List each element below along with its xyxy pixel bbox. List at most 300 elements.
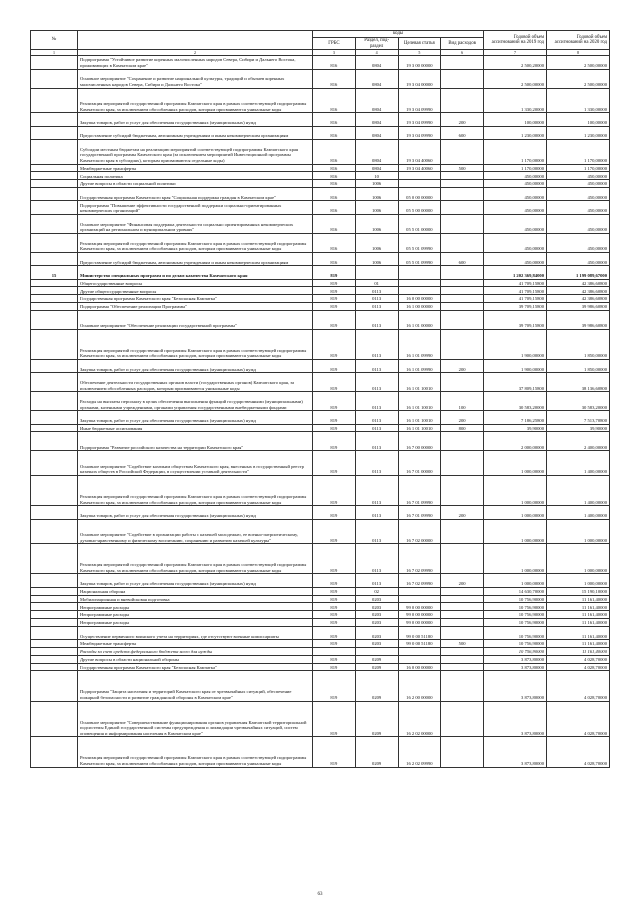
- row-vr: [441, 544, 484, 574]
- row-amount-2019: 2 500,20000: [484, 56, 547, 69]
- row-amount-2019: 1 900,00000: [484, 359, 547, 372]
- budget-page: [30, 30, 610, 768]
- row-cs: 05 0 00 00000: [398, 187, 441, 200]
- row-number: [31, 737, 78, 767]
- row-vr: [441, 139, 484, 164]
- row-vr: [441, 595, 484, 603]
- row-grbs: 819: [313, 476, 356, 506]
- row-amount-2019: 10 756,90000: [484, 603, 547, 611]
- row-number: [31, 626, 78, 639]
- row-number: [31, 519, 78, 544]
- row-cs: 05 5 01 09990: [398, 233, 441, 252]
- row-name: Подпрограмма "Обеспечение реализации Программы": [78, 302, 313, 310]
- row-grbs: 819: [313, 519, 356, 544]
- row-number: [31, 252, 78, 265]
- table-row: [31, 69, 610, 88]
- row-number: [31, 164, 78, 172]
- row-cs: 16 1 01 10010: [398, 392, 441, 411]
- row-vr: 800: [441, 424, 484, 432]
- row-amount-2020: 1 400,00000: [547, 506, 610, 519]
- row-number: [31, 233, 78, 252]
- row-amount-2019: 37 809,15800: [484, 373, 547, 392]
- row-amount-2019: 2 500,00000: [484, 69, 547, 88]
- row-number: [31, 172, 78, 180]
- table-row: [31, 603, 610, 611]
- row-amount-2019: 450,00000: [484, 233, 547, 252]
- page-number: 63: [317, 892, 323, 897]
- row-razdel: 0113: [355, 424, 398, 432]
- row-name: Предоставление субсидий бюджетным, автономным учреждениям и иным некоммерческим организациям: [78, 126, 313, 139]
- row-amount-2020: 1 850,00000: [547, 359, 610, 372]
- row-name: Предоставление субсидий бюджетным, автономным учреждениям и иным некоммерческим организациям: [78, 252, 313, 265]
- row-vr: [441, 432, 484, 451]
- table-row: [31, 519, 610, 544]
- column-index-cell: 6: [441, 50, 484, 56]
- row-amount-2020: 450,00000: [547, 201, 610, 214]
- row-amount-2020: 4 028,70000: [547, 701, 610, 737]
- row-razdel: 0113: [355, 544, 398, 574]
- row-number: [31, 451, 78, 476]
- row-number: [31, 574, 78, 587]
- row-amount-2020: 11 161,40000: [547, 640, 610, 648]
- row-amount-2019: 1 330,20000: [484, 88, 547, 113]
- row-razdel: 0203: [355, 595, 398, 603]
- row-vr: [441, 287, 484, 295]
- row-amount-2020: 11 161,40000: [547, 603, 610, 611]
- table-row: [31, 180, 610, 188]
- row-name: Закупка товаров, работ и услуг для обеспечения государственных (муниципальных) нужд: [78, 574, 313, 587]
- column-index-cell: 8: [547, 50, 610, 56]
- table-row: [31, 618, 610, 626]
- row-amount-2019: 3 873,80000: [484, 737, 547, 767]
- col-header-codes: коды: [313, 31, 484, 38]
- row-razdel: 0209: [355, 701, 398, 737]
- row-amount-2019: 450,00000: [484, 180, 547, 188]
- row-cs: 19 3 04 40060: [398, 139, 441, 164]
- row-vr: [441, 329, 484, 359]
- row-vr: [441, 671, 484, 701]
- row-name: Реализация мероприятий государственной программы Камчатского края в рамках соответствующей подпрограммы Камчатского края, за исключением обособленных расходов, которым присваиваются уникальные коды: [78, 233, 313, 252]
- row-cs: 16 2 02 00000: [398, 701, 441, 737]
- row-amount-2020: 11 161,40000: [547, 618, 610, 626]
- row-amount-2020: 1 330,00000: [547, 88, 610, 113]
- row-number: [31, 295, 78, 303]
- row-amount-2019: 14 630,70000: [484, 587, 547, 595]
- table-row: [31, 329, 610, 359]
- row-grbs: 819: [313, 618, 356, 626]
- row-grbs: 819: [313, 737, 356, 767]
- col-header-cs: Целевая статья: [398, 38, 441, 50]
- row-vr: 500: [441, 164, 484, 172]
- row-cs: 19 3 04 40060: [398, 164, 441, 172]
- row-grbs: 819: [313, 359, 356, 372]
- table-row: [31, 611, 610, 619]
- row-amount-2020: 2 400,00000: [547, 432, 610, 451]
- row-amount-2019: 450,00000: [484, 187, 547, 200]
- column-index-cell: 2: [78, 50, 313, 56]
- row-grbs: 819: [313, 329, 356, 359]
- row-grbs: 816: [313, 201, 356, 214]
- row-grbs: 819: [313, 295, 356, 303]
- row-amount-2019: 1 000,00000: [484, 519, 547, 544]
- row-cs: 16 1 01 10010: [398, 373, 441, 392]
- row-amount-2020: 1 000,00000: [547, 519, 610, 544]
- row-vr: [441, 626, 484, 639]
- row-cs: [398, 587, 441, 595]
- row-cs: 16 0 00 00000: [398, 295, 441, 303]
- row-name: Расходы на выплаты персоналу в целях обеспечения выполнения функций государственными (муниципальными) органами, казенными учреждениями, органами управления государственными внебюджетными фондами: [78, 392, 313, 411]
- row-vr: [441, 373, 484, 392]
- row-amount-2020: 38 136,60800: [547, 373, 610, 392]
- row-number: [31, 180, 78, 188]
- row-name: Подпрограмма "Устойчивое развитие коренных малочисленных народов Севера, Сибири и Дальнего Востока, проживающих в Камчатском крае": [78, 56, 313, 69]
- row-name: Подпрограмма "Защита населения и территорий Камчатского края от чрезвычайных ситуаций, обеспечение пожарной безопасности и развитие гражданской обороны в Камчатском крае": [78, 671, 313, 701]
- row-razdel: 0113: [355, 295, 398, 303]
- table-row: [31, 424, 610, 432]
- column-index-cell: 3: [313, 50, 356, 56]
- table-row: [31, 595, 610, 603]
- row-amount-2019: 450,00000: [484, 201, 547, 214]
- row-razdel: 0113: [355, 574, 398, 587]
- row-number: [31, 476, 78, 506]
- row-grbs: 816: [313, 69, 356, 88]
- row-vr: [441, 201, 484, 214]
- row-name: Осуществление первичного воинского учета на территориях, где отсутствуют военные комиссариаты: [78, 626, 313, 639]
- row-amount-2020: 1 000,00000: [547, 544, 610, 574]
- row-razdel: 0113: [355, 519, 398, 544]
- row-vr: 200: [441, 506, 484, 519]
- row-amount-2019: 41 709,15800: [484, 287, 547, 295]
- row-amount-2019: 450,00000: [484, 172, 547, 180]
- row-amount-2019: 39 709,15800: [484, 310, 547, 329]
- table-row: [31, 359, 610, 372]
- row-amount-2019: 10 756,90000: [484, 611, 547, 619]
- row-amount-2019: 100,00000: [484, 113, 547, 126]
- table-row: [31, 287, 610, 295]
- row-razdel: 0113: [355, 451, 398, 476]
- row-vr: [441, 451, 484, 476]
- row-name: Закупка товаров, работ и услуг для обеспечения государственных (муниципальных) нужд: [78, 411, 313, 424]
- row-grbs: 819: [313, 655, 356, 663]
- row-amount-2020: 42 386,60800: [547, 287, 610, 295]
- table-row: [31, 279, 610, 287]
- row-cs: 16 1 01 10010: [398, 424, 441, 432]
- row-vr: [441, 295, 484, 303]
- row-vr: [441, 187, 484, 200]
- row-cs: [398, 647, 441, 655]
- row-vr: [441, 587, 484, 595]
- row-name: Реализация мероприятий государственной программы Камчатского края в рамках соответствующей подпрограммы Камчатского края, за исключением обособленных расходов, которым присваиваются уникальные коды: [78, 88, 313, 113]
- table-row: [31, 164, 610, 172]
- column-index-cell: 1: [31, 50, 78, 56]
- row-name: Непрограммные расходы: [78, 611, 313, 619]
- row-name: Межбюджетные трансферты: [78, 164, 313, 172]
- table-row: [31, 373, 610, 392]
- row-amount-2020: 11 161,40000: [547, 626, 610, 639]
- row-grbs: 819: [313, 640, 356, 648]
- row-razdel: 0804: [355, 164, 398, 172]
- row-number: [31, 214, 78, 233]
- row-amount-2020: 1 400,00000: [547, 476, 610, 506]
- row-cs: 99 0 00 00000: [398, 618, 441, 626]
- budget-table: [30, 30, 610, 768]
- row-amount-2020: 450,00000: [547, 180, 610, 188]
- row-vr: 200: [441, 411, 484, 424]
- row-razdel: 0113: [355, 302, 398, 310]
- row-amount-2020: 2 500,00000: [547, 69, 610, 88]
- row-grbs: 816: [313, 172, 356, 180]
- row-grbs: 816: [313, 187, 356, 200]
- row-amount-2020: 450,00000: [547, 252, 610, 265]
- row-number: [31, 701, 78, 737]
- row-vr: [441, 519, 484, 544]
- table-row: [31, 266, 610, 279]
- row-vr: 200: [441, 359, 484, 372]
- row-number: [31, 201, 78, 214]
- row-number: [31, 329, 78, 359]
- row-cs: 16 1 01 09990: [398, 329, 441, 359]
- table-row: [31, 647, 610, 655]
- row-grbs: 819: [313, 266, 356, 279]
- row-amount-2020: 4 028,70000: [547, 671, 610, 701]
- row-name: Общегосударственные вопросы: [78, 279, 313, 287]
- row-cs: 16 1 00 00000: [398, 302, 441, 310]
- row-vr: 600: [441, 126, 484, 139]
- row-vr: [441, 737, 484, 767]
- row-number: [31, 506, 78, 519]
- row-name: Мобилизационная и вневойсковая подготовка: [78, 595, 313, 603]
- row-name: Государственная программа Камчатского края "Безопасная Камчатка": [78, 663, 313, 671]
- row-grbs: 816: [313, 113, 356, 126]
- row-amount-2020: 15 190,10000: [547, 587, 610, 595]
- row-razdel: 01: [355, 279, 398, 287]
- row-grbs: 819: [313, 595, 356, 603]
- row-name: Реализация мероприятий государственной программы Камчатского края в рамках соответствующей подпрограммы Камчатского края, за исключением обособленных расходов, которым присваиваются уникальные коды: [78, 476, 313, 506]
- row-grbs: 819: [313, 544, 356, 574]
- row-vr: [441, 618, 484, 626]
- row-amount-2019: 1 000,00000: [484, 476, 547, 506]
- row-number: 15: [31, 266, 78, 279]
- row-number: [31, 56, 78, 69]
- row-vr: [441, 180, 484, 188]
- row-cs: 16 7 01 00000: [398, 451, 441, 476]
- row-vr: [441, 214, 484, 233]
- row-amount-2019: 39,90000: [484, 424, 547, 432]
- row-amount-2019: 1 900,00000: [484, 329, 547, 359]
- row-number: [31, 187, 78, 200]
- row-cs: 19 3 00 00000: [398, 56, 441, 69]
- row-vr: 500: [441, 640, 484, 648]
- table-row: [31, 587, 610, 595]
- row-vr: [441, 172, 484, 180]
- row-razdel: 02: [355, 587, 398, 595]
- row-amount-2020: 11 161,40000: [547, 611, 610, 619]
- row-grbs: 819: [313, 574, 356, 587]
- row-cs: 16 1 01 09990: [398, 359, 441, 372]
- row-cs: 16 7 00 00000: [398, 432, 441, 451]
- row-number: [31, 69, 78, 88]
- row-number: [31, 647, 78, 655]
- row-grbs: 819: [313, 663, 356, 671]
- row-razdel: 0203: [355, 640, 398, 648]
- row-name: Подпрограмма "Повышение эффективности государственной поддержки социально-ориентированных некоммерческих организаций": [78, 201, 313, 214]
- row-number: [31, 392, 78, 411]
- column-index-cell: 4: [355, 50, 398, 56]
- row-vr: [441, 476, 484, 506]
- table-row: [31, 640, 610, 648]
- row-razdel: 10: [355, 172, 398, 180]
- row-razdel: 0203: [355, 611, 398, 619]
- row-amount-2019: 3 873,80000: [484, 663, 547, 671]
- row-razdel: 1006: [355, 180, 398, 188]
- row-razdel: 0804: [355, 139, 398, 164]
- row-amount-2020: 39 986,60800: [547, 310, 610, 329]
- row-name: Закупка товаров, работ и услуг для обеспечения государственных (муниципальных) нужд: [78, 359, 313, 372]
- row-grbs: 819: [313, 392, 356, 411]
- row-cs: 19 3 04 09990: [398, 126, 441, 139]
- table-row: [31, 655, 610, 663]
- row-amount-2020: 7 513,70800: [547, 411, 610, 424]
- table-row: [31, 411, 610, 424]
- row-vr: [441, 655, 484, 663]
- row-number: [31, 655, 78, 663]
- row-name: Основное мероприятие "Содействие в организации работы с казачьей молодежью, ее военно-патриотическому, духовно-нравственному и физическому воспитанию, сохранению и развитию казачьей культуры": [78, 519, 313, 544]
- row-amount-2020: 100,00000: [547, 113, 610, 126]
- row-amount-2019: 2 000,00000: [484, 432, 547, 451]
- col-header-2020: Годовой объем ассигнований на 2020 год: [547, 31, 610, 50]
- table-row: [31, 113, 610, 126]
- col-header-2019: Годовой объем ассигнований на 2019 год: [484, 31, 547, 50]
- row-name: Подпрограмма "Развитие российского казачества на территории Камчатского края": [78, 432, 313, 451]
- row-vr: [441, 69, 484, 88]
- row-amount-2019: 7 186,25800: [484, 411, 547, 424]
- row-name: Основное мероприятие "Содействие казачьим обществам Камчатского края, внесенных в государственный реестр казачьих обществ в Российской Федерации, в осуществлении уставной деятельности": [78, 451, 313, 476]
- row-grbs: 816: [313, 139, 356, 164]
- row-cs: 99 0 00 51180: [398, 640, 441, 648]
- col-header-name: [78, 31, 313, 50]
- col-header-vr: Вид расходов: [441, 38, 484, 50]
- row-amount-2020: 450,00000: [547, 214, 610, 233]
- row-razdel: 0113: [355, 506, 398, 519]
- row-amount-2019: 10 756,90000: [484, 640, 547, 648]
- table-row: [31, 544, 610, 574]
- row-grbs: 819: [313, 587, 356, 595]
- row-name: Государственная программа Камчатского края "Социальная поддержка граждан в Камчатском крае": [78, 187, 313, 200]
- row-cs: [398, 180, 441, 188]
- row-amount-2020: 42 386,60800: [547, 295, 610, 303]
- row-amount-2020: 1 400,00000: [547, 451, 610, 476]
- row-number: [31, 359, 78, 372]
- row-name: Обеспечение деятельности государственных органов власти (государственных органов) Камчатского края, за исключением обособленных расходов, которым присваиваются уникальные коды: [78, 373, 313, 392]
- row-vr: [441, 663, 484, 671]
- row-grbs: 819: [313, 626, 356, 639]
- row-vr: [441, 233, 484, 252]
- row-cs: 05 5 01 09990: [398, 252, 441, 265]
- row-vr: [441, 302, 484, 310]
- row-number: [31, 373, 78, 392]
- row-name: Государственная программа Камчатского края "Безопасная Камчатка": [78, 295, 313, 303]
- row-name: Непрограммные расходы: [78, 618, 313, 626]
- row-number: [31, 640, 78, 648]
- row-amount-2020: 1 230,00000: [547, 126, 610, 139]
- row-cs: [398, 595, 441, 603]
- row-name: Закупка товаров, работ и услуг для обеспечения государственных (муниципальных) нужд: [78, 113, 313, 126]
- row-amount-2019: 3 873,80000: [484, 671, 547, 701]
- row-amount-2019: 10 756,90000: [484, 595, 547, 603]
- row-razdel: 0113: [355, 329, 398, 359]
- row-number: [31, 432, 78, 451]
- row-name: Другие общегосударственные вопросы: [78, 287, 313, 295]
- row-number: [31, 302, 78, 310]
- row-number: [31, 587, 78, 595]
- row-razdel: 0203: [355, 626, 398, 639]
- table-row: [31, 201, 610, 214]
- row-number: [31, 411, 78, 424]
- row-name: Межбюджетные трансферты: [78, 640, 313, 648]
- row-number: [31, 618, 78, 626]
- row-vr: 600: [441, 252, 484, 265]
- row-cs: 99 0 00 00000: [398, 603, 441, 611]
- row-razdel: 0113: [355, 287, 398, 295]
- row-number: [31, 113, 78, 126]
- row-number: [31, 544, 78, 574]
- row-amount-2020: 4 028,70000: [547, 655, 610, 663]
- row-amount-2019: 1 000,00000: [484, 574, 547, 587]
- table-row: [31, 214, 610, 233]
- row-razdel: 0209: [355, 663, 398, 671]
- table-row: [31, 574, 610, 587]
- row-cs: [398, 172, 441, 180]
- row-cs: 19 3 04 09990: [398, 88, 441, 113]
- row-name: Реализация мероприятий государственной программы Камчатского края в рамках соответствующей подпрограммы Камчатского края, за исключением обособленных расходов, которым присваиваются уникальные коды: [78, 329, 313, 359]
- row-grbs: 819: [313, 603, 356, 611]
- row-grbs: 816: [313, 56, 356, 69]
- row-razdel: [355, 647, 398, 655]
- table-row: [31, 139, 610, 164]
- row-grbs: 819: [313, 424, 356, 432]
- row-razdel: 0804: [355, 56, 398, 69]
- row-amount-2020: 4 028,70000: [547, 737, 610, 767]
- row-amount-2020: 1 170,00000: [547, 139, 610, 164]
- row-amount-2020: 450,00000: [547, 172, 610, 180]
- row-grbs: 816: [313, 126, 356, 139]
- row-name: Основное мероприятие "Финансовая поддержка деятельности социально ориентированных некоммерческих организаций на региональном и муниципальном уровнях": [78, 214, 313, 233]
- table-row: [31, 451, 610, 476]
- row-cs: 19 3 04 00000: [398, 69, 441, 88]
- row-amount-2019: 41 709,15800: [484, 279, 547, 287]
- row-grbs: 816: [313, 88, 356, 113]
- table-row: [31, 172, 610, 180]
- table-row: [31, 737, 610, 767]
- row-cs: [398, 655, 441, 663]
- row-name: Непрограммные расходы: [78, 603, 313, 611]
- table-row: [31, 663, 610, 671]
- row-amount-2020: 11 161,40000: [547, 647, 610, 655]
- row-amount-2020: 39 986,60800: [547, 302, 610, 310]
- row-amount-2019: 3 873,80000: [484, 701, 547, 737]
- row-name: Реализация мероприятий государственной программы Камчатского края в рамках соответствующей подпрограммы Камчатского края, за исключением обособленных расходов, которым присваиваются уникальные коды: [78, 544, 313, 574]
- row-razdel: 0804: [355, 69, 398, 88]
- column-index-cell: 7: [484, 50, 547, 56]
- row-razdel: [355, 266, 398, 279]
- col-header-razdel: Раздел, под-раздел: [355, 38, 398, 50]
- row-razdel: 0113: [355, 392, 398, 411]
- row-razdel: 0209: [355, 671, 398, 701]
- table-row: [31, 506, 610, 519]
- table-row: [31, 432, 610, 451]
- row-amount-2019: 10 756,90000: [484, 647, 547, 655]
- row-cs: [398, 287, 441, 295]
